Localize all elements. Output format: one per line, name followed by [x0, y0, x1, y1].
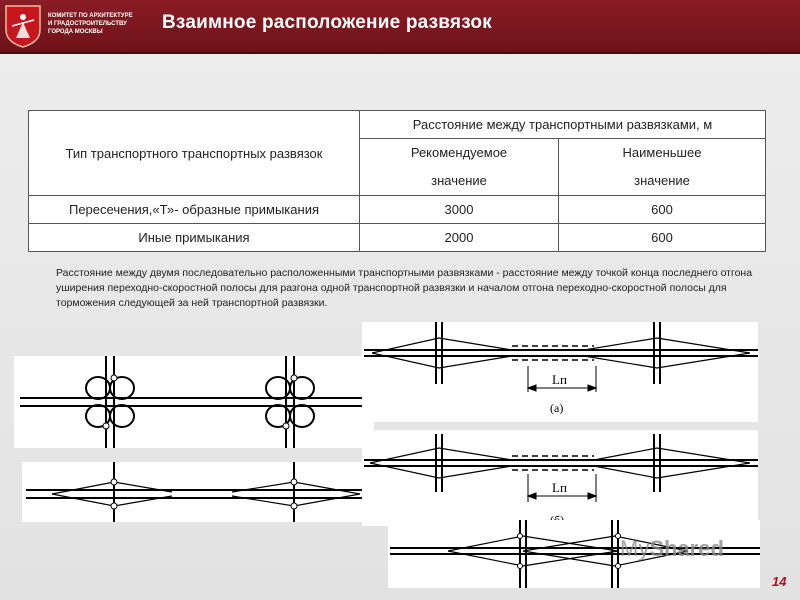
recommended-cell: 2000	[360, 224, 559, 252]
watermark-my: My	[620, 536, 650, 561]
organization-name	[48, 12, 158, 36]
org-line: И ГРАДОСТРОИТЕЛЬСТВУ	[48, 21, 127, 27]
definition-text: Расстояние между двумя последовательно расположенными транспортными развязками - расстояние между точкой конца последнего отгона уширения переходно-скоростной полосы для разгона одной транспортной развязки и началом отгона переходно-скоростной полосы для торможения следующей за ней транспортной развязки.	[56, 267, 753, 309]
diagram-caption-b: (б)	[550, 513, 565, 526]
org-line: КОМИТЕТ ПО АРХИТЕКТУРЕ	[48, 13, 133, 19]
type-header-cell: Тип транспортного транспортных развязок	[29, 111, 360, 196]
recommended-header-line: значение	[431, 173, 487, 188]
minimum-header-line: значение	[634, 173, 690, 188]
minimum-header-line: Наименьшее	[622, 145, 702, 160]
diamond-interchange-diagram	[22, 462, 362, 522]
minimum-header-cell	[559, 139, 766, 196]
moscow-coat-of-arms-icon	[4, 4, 42, 48]
slide-header	[0, 0, 800, 54]
page-number: 14	[772, 574, 787, 589]
table-row	[29, 196, 766, 224]
spacing-table	[28, 110, 766, 252]
table-header-row	[29, 111, 766, 139]
minimum-cell: 600	[559, 196, 766, 224]
type-cell: Пересечения,«Т»- образные примыкания	[29, 196, 360, 224]
spacing-diagram-a	[362, 322, 758, 422]
dimension-label-b: Lп	[552, 480, 567, 495]
minimum-cell: 600	[559, 224, 766, 252]
slide-title: Взаимное расположение развязок	[162, 12, 492, 33]
recommended-cell: 3000	[360, 196, 559, 224]
dimension-label-a: Lп	[552, 372, 567, 387]
diagram-caption-a: (а)	[550, 401, 564, 415]
spacing-diagram-b	[362, 430, 758, 526]
table-row	[29, 224, 766, 252]
watermark-shared: Shared	[649, 536, 724, 561]
recommended-header-line: Рекомендуемое	[410, 145, 508, 160]
cloverleaf-interchange-diagram	[14, 356, 374, 448]
type-cell: Иные примыкания	[29, 224, 360, 252]
org-line: ГОРОДА МОСКВЫ	[48, 29, 103, 35]
watermark	[620, 536, 724, 562]
distance-header-cell: Расстояние между транспортными развязками, м	[360, 111, 766, 139]
recommended-header-cell	[360, 139, 559, 196]
